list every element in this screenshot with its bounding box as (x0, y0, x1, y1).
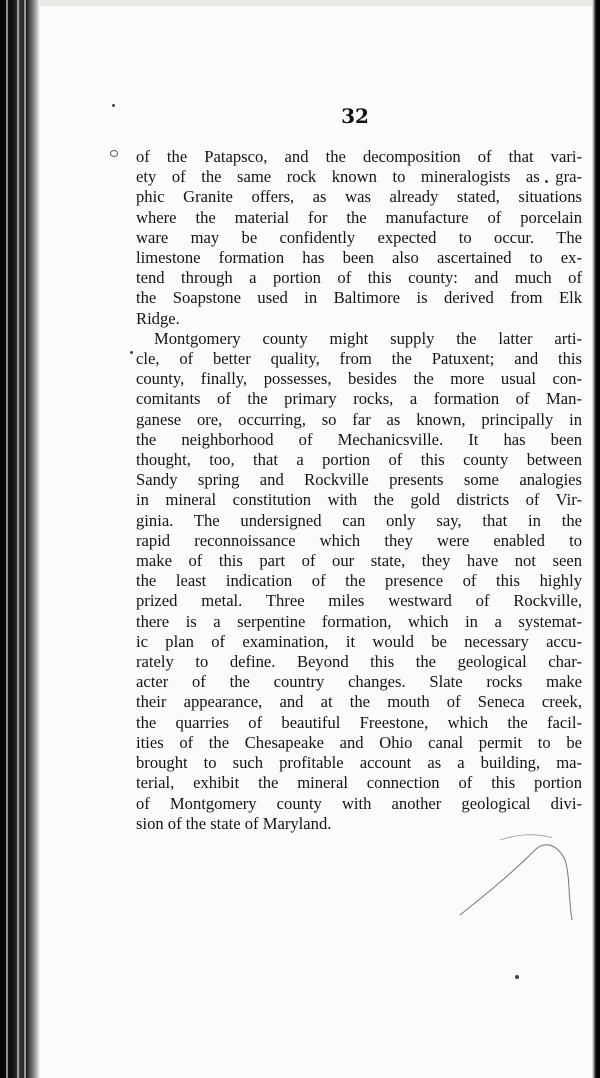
page-number: 32 (341, 104, 369, 128)
page-binding-shadow (0, 0, 40, 1078)
text-line: brought to such profitable account as a building, ma- (136, 753, 582, 773)
text-line: of Montgomery county with another geological divi- (136, 793, 582, 813)
text-line: terial, exhibit the mineral connection of this portion (136, 773, 582, 793)
text-line: ities of the Chesapeake and Ohio canal permit to be (136, 732, 582, 752)
text-line: the Soapstone used in Baltimore is derived from Elk (136, 288, 582, 308)
page-top-edge (40, 0, 600, 6)
text-line: in mineral constitution with the gold districts of Vir- (136, 490, 582, 510)
text-line: make of this part of our state, they have not seen (136, 551, 582, 571)
speck-mark (110, 150, 118, 157)
text-line: ety of the same rock known to mineralogists as gra- (136, 167, 582, 187)
text-line: Sandy spring and Rockville presents some analogies (136, 470, 582, 490)
text-line: comitants of the primary rocks, a formation of Man- (136, 389, 582, 409)
binding-streak (17, 0, 19, 1078)
text-line: ware may be confidently expected to occur. The (136, 227, 582, 247)
text-line: ginia. The undersigned can only say, that in the (136, 510, 582, 530)
text-line: cle, of better quality, from the Patuxent; and this (136, 349, 582, 369)
text-line: Ridge. (136, 308, 180, 328)
speck-mark (130, 351, 133, 354)
text-line: there is a serpentine formation, which in a systemat- (136, 611, 582, 631)
body-text (136, 147, 582, 834)
page-right-edge (592, 0, 600, 1078)
text-line: their appearance, and at the mouth of Seneca creek, (136, 692, 582, 712)
text-line: prized metal. Three miles westward of Rockville, (136, 591, 582, 611)
text-line: of the Patapsco, and the decomposition of that vari- (136, 147, 582, 166)
text-line: acter of the country changes. Slate rocks make (136, 672, 582, 692)
text-line: county, finally, possesses, besides the more usual con- (136, 369, 582, 389)
text-line: the quarries of beautiful Freestone, which the facil- (136, 712, 582, 732)
text-line: rately to define. Beyond this the geological char- (136, 652, 582, 672)
text-line: the least indication of the presence of this highly (136, 571, 582, 591)
text-line: Montgomery county might supply the latter arti- (154, 328, 582, 348)
text-line: rapid reconnoissance which they were enabled to (136, 530, 582, 550)
text-line: sion of the state of Maryland. (136, 813, 332, 833)
text-line: ic plan of examination, it would be necessary accu- (136, 631, 582, 651)
text-line: limestone formation has been also ascertained to ex- (136, 248, 582, 268)
binding-streak (24, 0, 26, 1078)
speck-mark (515, 975, 519, 979)
text-line: the neighborhood of Mechanicsville. It has been (136, 429, 582, 449)
pencil-scribble (440, 820, 580, 930)
binding-streak (6, 0, 8, 1078)
text-line: thought, too, that a portion of this county between (136, 450, 582, 470)
text-line: tend through a portion of this county: and much of (136, 268, 582, 288)
text-line: phic Granite offers, as was already stated, situations (136, 187, 582, 207)
text-line: ganese ore, occurring, so far as known, principally in (136, 409, 582, 429)
text-line: where the material for the manufacture of porcelain (136, 207, 582, 227)
speck-mark (112, 104, 115, 107)
